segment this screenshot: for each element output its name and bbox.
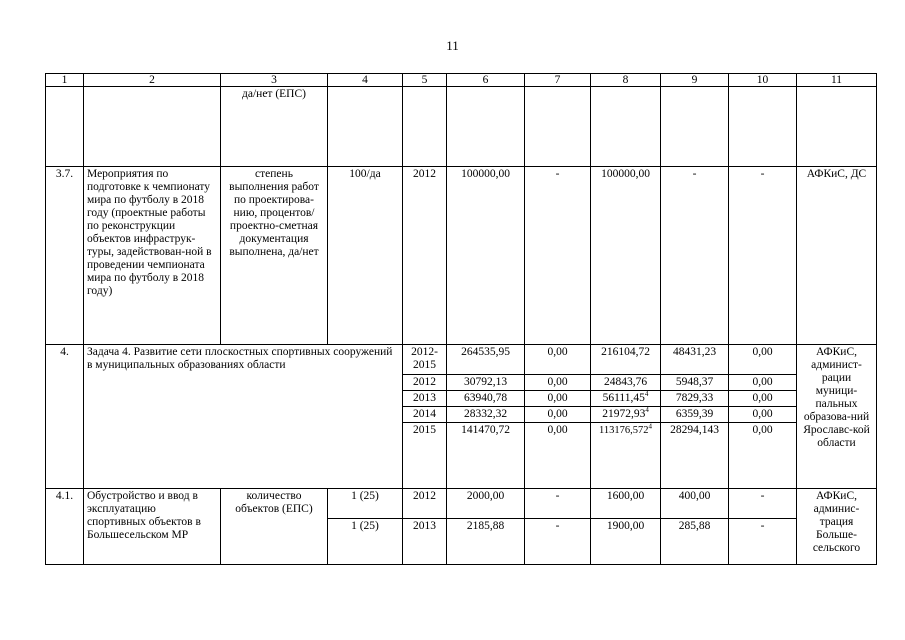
value-cell: 0,00 bbox=[525, 407, 591, 423]
total-cell: 30792,13 bbox=[447, 375, 525, 391]
year-cell: 2015 bbox=[403, 423, 447, 489]
page-number: 11 bbox=[446, 38, 459, 53]
value-cell: 216104,72 bbox=[591, 345, 661, 375]
year-cell: 2013 bbox=[403, 519, 447, 565]
task-name: Задача 4. Развитие сети плоскостных спортивных сооружений в муниципальных образованиях области bbox=[84, 345, 403, 489]
header-cell: 6 bbox=[447, 74, 525, 87]
value-cell: 0,00 bbox=[525, 375, 591, 391]
value-cell: - bbox=[661, 167, 729, 345]
value-cell: 0,00 bbox=[729, 375, 797, 391]
value-cell: 0,00 bbox=[729, 391, 797, 407]
value-cell: 5948,37 bbox=[661, 375, 729, 391]
value-cell: 48431,23 bbox=[661, 345, 729, 375]
value-cell bbox=[591, 391, 661, 407]
target-cell: 100/да bbox=[328, 167, 403, 345]
value-cell: - bbox=[525, 519, 591, 565]
value-cell: 0,00 bbox=[525, 423, 591, 489]
value-cell: - bbox=[729, 489, 797, 519]
table-row bbox=[46, 489, 877, 519]
value-text: 56111,45 bbox=[602, 392, 645, 404]
table-cell bbox=[328, 87, 403, 167]
target-cell: 1 (25) bbox=[328, 489, 403, 519]
value-text: 21972,93 bbox=[602, 408, 646, 420]
executor-cell: АФКиС, админист-рации муници-пальных образова-ний Ярославс-кой области bbox=[797, 345, 877, 489]
value-cell: 100000,00 bbox=[591, 167, 661, 345]
indicator-cell: степень выполнения работ по проектирова-нию, процентов/ проектно-сметная документация выполнена, да/нет bbox=[221, 167, 328, 345]
value-cell: 1900,00 bbox=[591, 519, 661, 565]
header-cell: 1 bbox=[46, 74, 84, 87]
executor-cell: АФКиС, админис-трация Больше-сельского bbox=[797, 489, 877, 565]
value-cell: 1600,00 bbox=[591, 489, 661, 519]
table-cell bbox=[46, 87, 84, 167]
table-row bbox=[46, 345, 877, 375]
value-cell: 28294,143 bbox=[661, 423, 729, 489]
header-cell: 10 bbox=[729, 74, 797, 87]
total-cell: 264535,95 bbox=[447, 345, 525, 375]
value-cell: 0,00 bbox=[729, 407, 797, 423]
total-cell: 141470,72 bbox=[447, 423, 525, 489]
total-cell: 2000,00 bbox=[447, 489, 525, 519]
value-cell: - bbox=[525, 489, 591, 519]
value-cell: - bbox=[729, 519, 797, 565]
row-number: 3.7. bbox=[46, 167, 84, 345]
value-cell: 0,00 bbox=[525, 345, 591, 375]
year-cell: 2012 bbox=[403, 489, 447, 519]
table-cell bbox=[797, 87, 877, 167]
indicator-cell: да/нет (ЕПС) bbox=[221, 87, 328, 167]
executor-cell: АФКиС, ДС bbox=[797, 167, 877, 345]
footnote-mark: 4 bbox=[648, 422, 652, 431]
year-cell: 2014 bbox=[403, 407, 447, 423]
table-cell bbox=[403, 87, 447, 167]
activity-name: Обустройство и ввод в эксплуатацию спортивных объектов в Большесельском МР bbox=[84, 489, 221, 565]
header-cell: 4 bbox=[328, 74, 403, 87]
activity-name: Мероприятия по подготовке к чемпионату мира по футболу в 2018 году (проектные работы по реконструкции объектов инфраструк-туры, задействован-ной в проведении чемпионата мира по футболу в 2018 году) bbox=[84, 167, 221, 345]
value-cell: 24843,76 bbox=[591, 375, 661, 391]
total-cell: 63940,78 bbox=[447, 391, 525, 407]
total-cell: 100000,00 bbox=[447, 167, 525, 345]
value-cell: 0,00 bbox=[729, 423, 797, 489]
total-cell: 28332,32 bbox=[447, 407, 525, 423]
value-cell: - bbox=[525, 167, 591, 345]
header-cell: 8 bbox=[591, 74, 661, 87]
footnote-mark: 4 bbox=[645, 406, 649, 415]
table-row bbox=[46, 167, 877, 345]
value-cell: 400,00 bbox=[661, 489, 729, 519]
year-cell: 2012 bbox=[403, 375, 447, 391]
year-cell: 2013 bbox=[403, 391, 447, 407]
header-cell: 7 bbox=[525, 74, 591, 87]
value-cell bbox=[591, 423, 661, 489]
table-cell bbox=[447, 87, 525, 167]
table-cell bbox=[591, 87, 661, 167]
value-cell: - bbox=[729, 167, 797, 345]
value-cell: 0,00 bbox=[525, 391, 591, 407]
header-cell: 2 bbox=[84, 74, 221, 87]
year-cell: 2012 bbox=[403, 167, 447, 345]
target-cell: 1 (25) bbox=[328, 519, 403, 565]
value-cell: 285,88 bbox=[661, 519, 729, 565]
table-cell bbox=[84, 87, 221, 167]
value-cell: 6359,39 bbox=[661, 407, 729, 423]
header-row bbox=[46, 74, 877, 87]
footnote-mark: 4 bbox=[644, 390, 649, 399]
indicator-cell: количество объектов (ЕПС) bbox=[221, 489, 328, 565]
program-table bbox=[45, 73, 877, 565]
table-cell bbox=[525, 87, 591, 167]
value-text: 113176,572 bbox=[599, 425, 649, 436]
table-cell bbox=[661, 87, 729, 167]
year-cell: 2012-2015 bbox=[403, 345, 447, 375]
header-cell: 5 bbox=[403, 74, 447, 87]
value-cell: 7829,33 bbox=[661, 391, 729, 407]
header-cell: 9 bbox=[661, 74, 729, 87]
row-number: 4. bbox=[46, 345, 84, 489]
row-number: 4.1. bbox=[46, 489, 84, 565]
table-row bbox=[46, 87, 877, 167]
value-cell: 0,00 bbox=[729, 345, 797, 375]
header-cell: 3 bbox=[221, 74, 328, 87]
table-cell bbox=[729, 87, 797, 167]
total-cell: 2185,88 bbox=[447, 519, 525, 565]
header-cell: 11 bbox=[797, 74, 877, 87]
value-cell bbox=[591, 407, 661, 423]
